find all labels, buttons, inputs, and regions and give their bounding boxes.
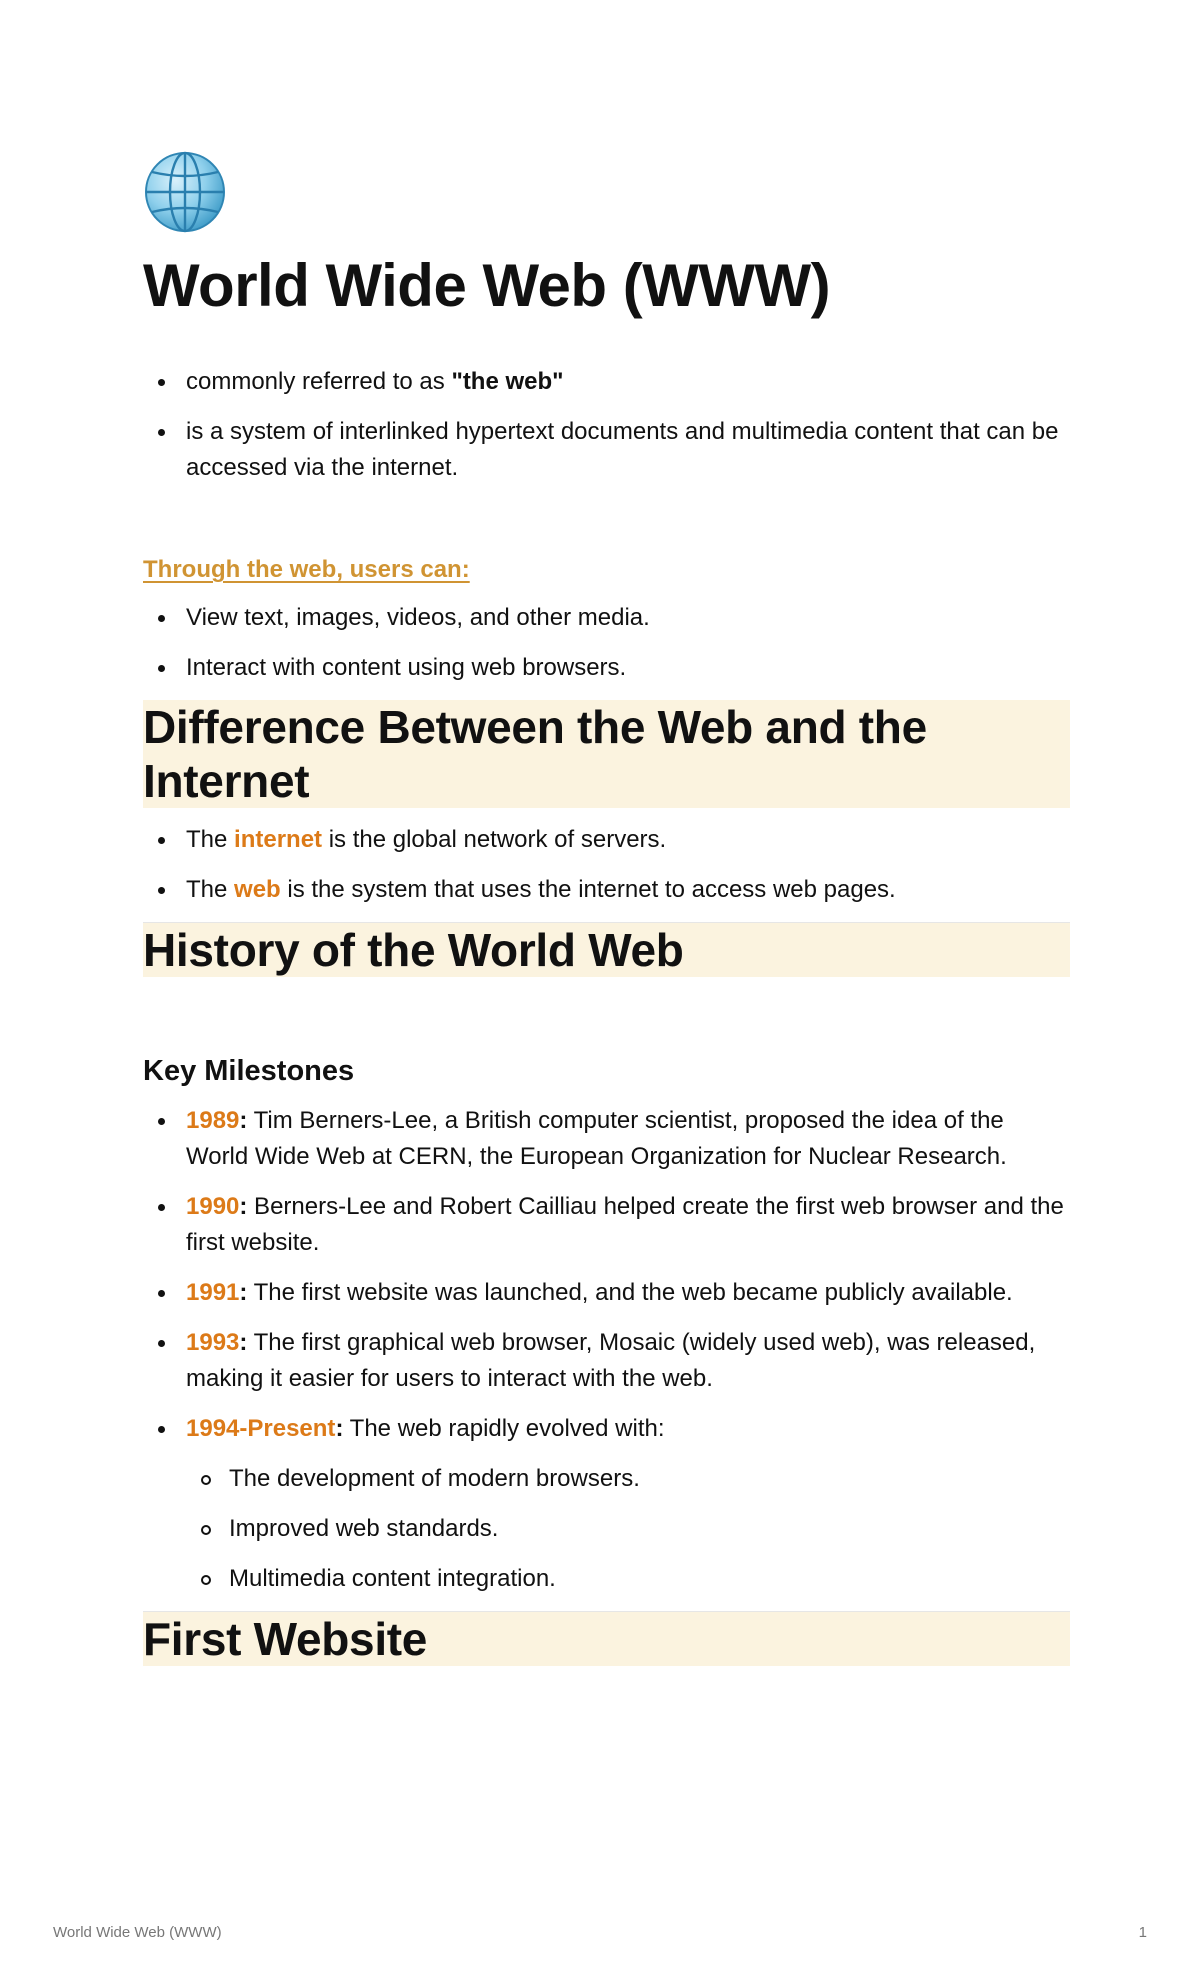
section-heading-difference: Difference Between the Web and the Internet [143,700,1070,808]
sub-list-item: The development of modern browsers. [143,1461,1070,1497]
globe-icon [143,150,227,234]
intro-list [143,364,1070,486]
milestone-text: The first website was launched, and the web became publicly available. [247,1279,1013,1306]
milestone-year: 1989 [186,1107,240,1134]
milestone-item [143,1411,1070,1447]
colon: : [239,1329,248,1356]
list-item [143,872,1070,908]
list-item: Interact with content using web browsers. [143,650,1070,686]
colon: : [335,1415,344,1442]
text: is the system that uses the internet to access web pages. [280,876,896,903]
milestone-year: 1991 [186,1279,240,1306]
through-web-link[interactable]: Through the web, users can: [143,556,470,583]
milestone-item [143,1325,1070,1397]
milestone-year: 1990 [186,1193,240,1220]
colon: : [239,1107,248,1134]
section-heading-first-website: First Website [143,1612,1070,1666]
page-title: World Wide Web (WWW) [143,252,831,319]
milestone-text: Berners-Lee and Robert Cailliau helped create the first web browser and the first website. [186,1193,1064,1256]
subheading-key-milestones: Key Milestones [143,1055,355,1087]
colon: : [239,1279,248,1306]
difference-list [143,822,1070,908]
highlight-term: internet [234,826,323,853]
list-item: View text, images, videos, and other media. [143,600,1070,636]
milestone-year: 1993 [186,1329,240,1356]
sub-list-item: Multimedia content integration. [143,1561,1070,1597]
footer-page-number: 1 [1138,1924,1147,1941]
milestone-list [143,1103,1070,1597]
intro-text: commonly referred to as [186,368,452,395]
milestone-year: 1994-Present [186,1415,336,1442]
milestone-text: The first graphical web browser, Mosaic (widely used web), was released, making it easier for users to interact with the web. [186,1329,1036,1392]
colon: : [239,1193,248,1220]
intro-bold-text: "the web" [451,368,564,395]
document-page [143,150,1070,1666]
list-item [143,364,1070,400]
milestone-item [143,1275,1070,1311]
milestone-text: Tim Berners-Lee, a British computer scientist, proposed the idea of the World Wide Web at CERN, the European Organization for Nuclear Research. [186,1107,1007,1170]
footer-document-title: World Wide Web (WWW) [53,1924,222,1941]
through-list [143,600,1070,686]
milestone-item [143,1103,1070,1175]
text: is the global network of servers. [322,826,667,853]
text: The [186,826,235,853]
list-item: is a system of interlinked hypertext documents and multimedia content that can be accessed via the internet. [143,414,1070,486]
text: The [186,876,235,903]
highlight-term: web [234,876,281,903]
list-item [143,822,1070,858]
sub-list-item: Improved web standards. [143,1511,1070,1547]
milestone-text: The web rapidly evolved with: [343,1415,665,1442]
milestone-item [143,1189,1070,1261]
section-heading-history: History of the World Web [143,923,1070,977]
